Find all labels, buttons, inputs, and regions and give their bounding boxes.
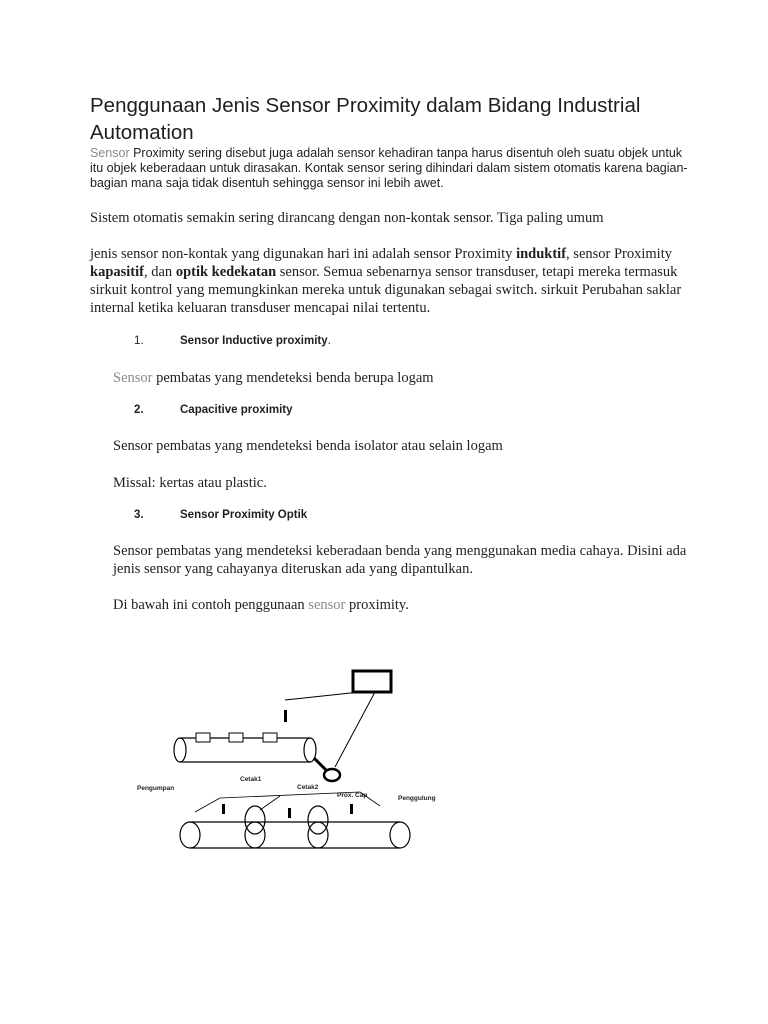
sensor-link[interactable]: sensor <box>308 597 346 613</box>
p2-text-e: , dan <box>144 264 176 280</box>
optical-description: Sensor pembatas yang mendeteksi keberadaan benda yang menggunakan media cahaya. Disini ada jenis sensor yang cahayanya diteruskan ada yang dipantulkan. <box>113 543 687 577</box>
sensor-mark <box>284 710 287 722</box>
list-number: 1. <box>134 335 144 347</box>
sensor-mark <box>350 804 353 814</box>
list-label-text: Sensor Inductive proximity <box>180 335 328 347</box>
p2-induktif: induktif <box>516 246 567 262</box>
roller <box>308 822 328 848</box>
sensor-mark <box>222 804 225 814</box>
list-label <box>180 335 331 347</box>
label-prox-cap: Prox. Cap <box>337 792 368 799</box>
example-intro <box>113 596 713 614</box>
list-label-suffix: . <box>327 335 331 347</box>
intro-text: Proximity sering disebut juga adalah sensor kehadiran tanpa harus disentuh oleh suatu objek untuk itu objek keberadaan untuk dirasakan. Kontak sensor sering dihindari dalam sistem otomatis karena bagian-bagian mana saja tidak disentuh sehingga sensor ini lebih awet. <box>90 146 688 190</box>
sensor-link[interactable]: Sensor <box>113 370 153 386</box>
p2-text-g: sensor. Semua sebenarnya sensor transduser, tetapi mereka termasuk sirkuit kontrol yang memungkinkan mereka untuk digunakan sebagai switch. sirkuit Perubahan saklar internal ketika keluaran transduser mencapai nilai tertentu. <box>90 264 682 316</box>
sensor-link[interactable]: Sensor <box>90 146 130 160</box>
roller <box>174 738 186 762</box>
sensor-arm <box>314 758 326 770</box>
p2-optik: optik kedekatan <box>175 264 277 280</box>
list-label: Sensor Proximity Optik <box>180 509 308 521</box>
example-text-b: proximity. <box>345 597 409 613</box>
conveyor-diagram <box>130 660 436 860</box>
paragraph-1: Sistem otomatis semakin sering dirancang dengan non-kontak sensor. Tiga paling umum <box>90 210 604 226</box>
capacitive-description: Sensor pembatas yang mendeteksi benda isolator atau selain logam <box>113 438 503 454</box>
label-pengumpan: Pengumpan <box>137 785 175 792</box>
p2-text-c: , sensor Proximity <box>566 246 672 262</box>
wire <box>285 692 360 700</box>
guide-line <box>360 792 380 806</box>
page-title: Penggunaan Jenis Sensor Proximity dalam Bidang Industrial Automation <box>90 94 641 144</box>
object-box <box>229 733 243 742</box>
inductive-text: pembatas yang mendeteksi benda berupa logam <box>152 370 434 386</box>
p2-kapasitif: kapasitif <box>90 264 144 280</box>
paragraph-2 <box>90 245 690 317</box>
roller <box>245 822 265 848</box>
label-penggulung: Penggulung <box>398 795 436 802</box>
sensor-mark <box>288 808 291 818</box>
object-box <box>263 733 277 742</box>
proximity-sensor <box>324 769 340 781</box>
label-cetak2: Cetak2 <box>297 784 319 791</box>
object-box <box>196 733 210 742</box>
list-number: 3. <box>134 509 144 521</box>
roller <box>180 822 200 848</box>
wire <box>335 692 375 767</box>
roller <box>390 822 410 848</box>
guide-line <box>260 796 280 810</box>
inductive-description <box>113 369 713 387</box>
example-text-a: Di bawah ini contoh penggunaan <box>113 597 309 613</box>
intro-paragraph <box>90 146 690 191</box>
label-cetak1: Cetak1 <box>240 776 262 783</box>
roller <box>308 806 328 834</box>
p2-text-a: jenis sensor non-kontak yang digunakan hari ini adalah sensor Proximity <box>90 246 517 262</box>
controller-box <box>353 671 391 692</box>
roller <box>245 806 265 834</box>
capacitive-example: Missal: kertas atau plastic. <box>113 475 267 491</box>
guide-line <box>195 798 220 812</box>
list-label: Capacitive proximity <box>180 404 293 416</box>
list-number: 2. <box>134 404 144 416</box>
